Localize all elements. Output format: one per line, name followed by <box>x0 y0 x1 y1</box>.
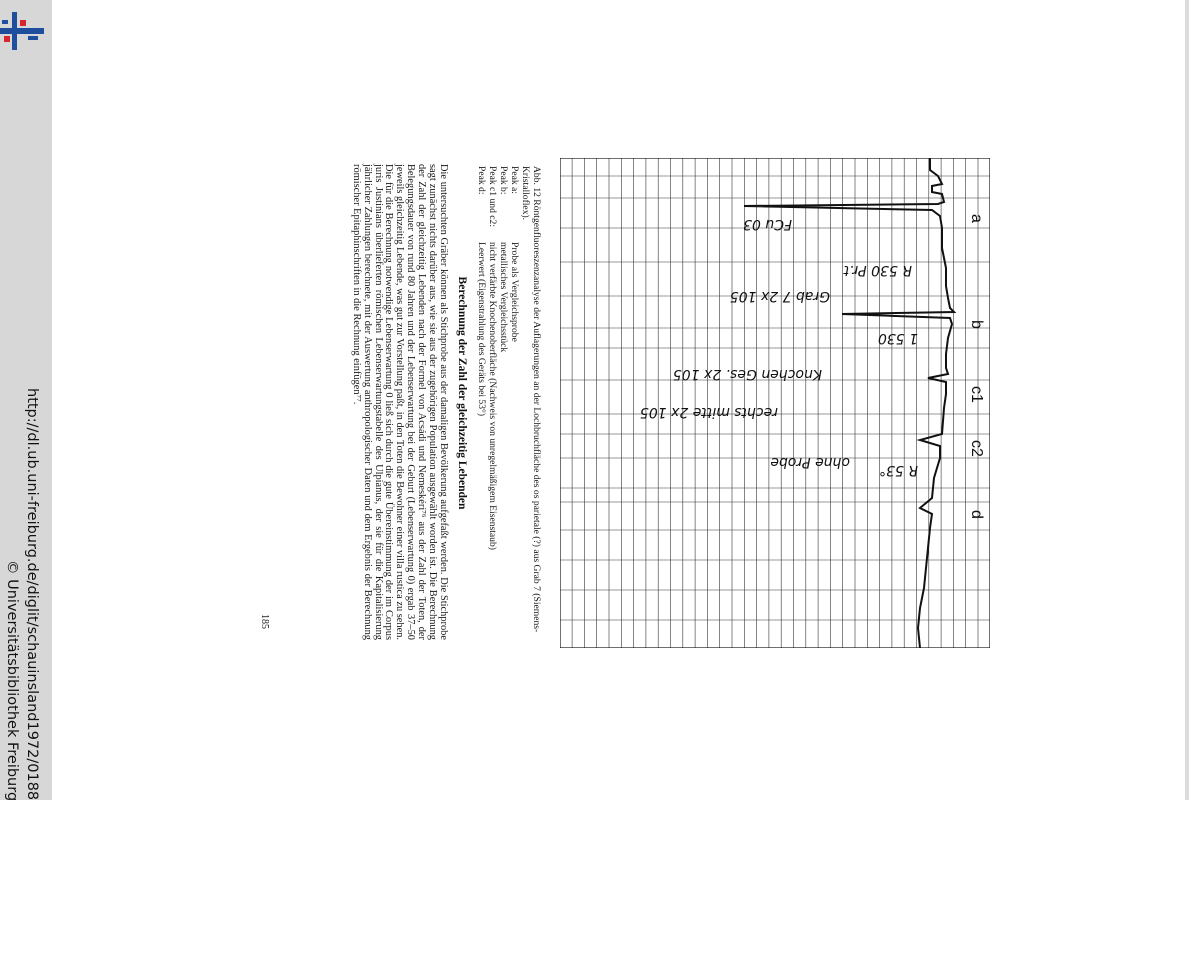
body-paragraph: Die untersuchten Gräber können als Stichprobe aus der damaligen Bevölkerung aufgefaßt werden. Die Stichprobe sagt zunächst nichts darüber aus, wie sie aus der zugehörigen Population ausgewählt worden ist. Die Berechnung der Zahl der gleichzeitig Lebenden nach der Formel von Acsádi und Nemeskéri⁷⁶ aus der Zahl der Toten, der Belegungsdauer von rund 80 Jahren und der Lebenserwartung bei der Geburt (Lebenserwartung 0) ergab 37–50 jeweils gleichzeitig Lebende, was gut zur Vorstellung paßt, in den Toten die Bewohner einer villa rustica zu sehen. Die für die Berechnung notwendige Lebenserwartung 0 ließ sich durch die gute Übereinstimmung der im Corpus juris Justinians überlieferten römischen Lebenserwartungstabelle des Ulpianus, der sie für die Kapitalisierung jährlicher Zahlungen berechnete, mit der Auswertung anthropologischer Daten und dem Ergebnis der Berechnung römischer Epitaphinschriften in die Rechnung einfügen⁷⁷. <box>350 164 449 640</box>
peak-label-c2: c2 <box>968 440 985 457</box>
peak-label-a: a <box>968 214 985 223</box>
handwritten-note-7: FCu 03 <box>743 216 792 232</box>
peak-label-d: d <box>968 510 985 519</box>
caption-peak-label: Peak b: <box>498 166 509 195</box>
handwritten-notes <box>640 216 918 478</box>
caption-peak-c <box>487 166 498 636</box>
caption-peak-label: Peak a: <box>509 166 520 194</box>
caption-peak-a <box>509 166 520 636</box>
handwritten-note-2: 1 530 <box>877 330 918 346</box>
scrollbar-edge <box>1185 0 1189 800</box>
peak-labels <box>968 214 985 519</box>
handwritten-note-5: Knochen Ges. 2x 105 <box>672 366 822 382</box>
caption-peak-label: Peak d: <box>476 166 487 195</box>
caption-peak-text: metallisches Vergleichsstück <box>498 242 509 353</box>
handwritten-note-3: R 53° <box>879 462 918 478</box>
handwritten-note-6: Grab 7 2x 105 <box>729 288 830 304</box>
copyright-notice: © Universitätsbibliothek Freiburg <box>4 560 20 802</box>
scanned-page <box>250 158 990 658</box>
caption-peak-text: nicht verfärbte Knochenoberfläche (Nachweis von unregelmäßigem Eisenstaub) <box>487 242 498 550</box>
page-number: 185 <box>259 614 270 629</box>
caption-peak-label: Peak c1 und c2: <box>487 166 498 228</box>
sidebar <box>0 0 52 800</box>
source-url[interactable]: http://dl.ub.uni-freiburg.de/diglit/schauinsland1972/0188 <box>24 388 40 801</box>
caption-peak-d <box>476 166 487 636</box>
handwritten-note-8: rechts mitte 2x 105 <box>639 404 778 420</box>
caption-peak-b <box>498 166 509 636</box>
peak-label-b: b <box>968 320 985 329</box>
fluorescence-chart-scan <box>560 158 990 648</box>
peak-label-c1: c1 <box>968 386 985 403</box>
figure-caption <box>476 166 542 636</box>
ub-freiburg-logo-icon <box>0 8 44 54</box>
caption-peak-text: Leerwert (Eigenstrahlung des Geräts bei 53°) <box>476 242 487 417</box>
caption-peak-text: Probe als Vergleichsprobe <box>509 242 520 342</box>
section-heading: Berechnung der Zahl der gleichzeitig Lebenden <box>456 276 468 510</box>
handwritten-note-4: ohne Probe <box>770 454 850 470</box>
handwritten-note-1: R 530 Pr.t <box>843 262 912 278</box>
caption-title: Abb. 12 Röntgenfluoreszenzanalyse der Auflagerungen an der Lochbruchfläche des os parietale (?) aus Grab 7 (Siemens-Kristalloflex). <box>520 166 542 633</box>
